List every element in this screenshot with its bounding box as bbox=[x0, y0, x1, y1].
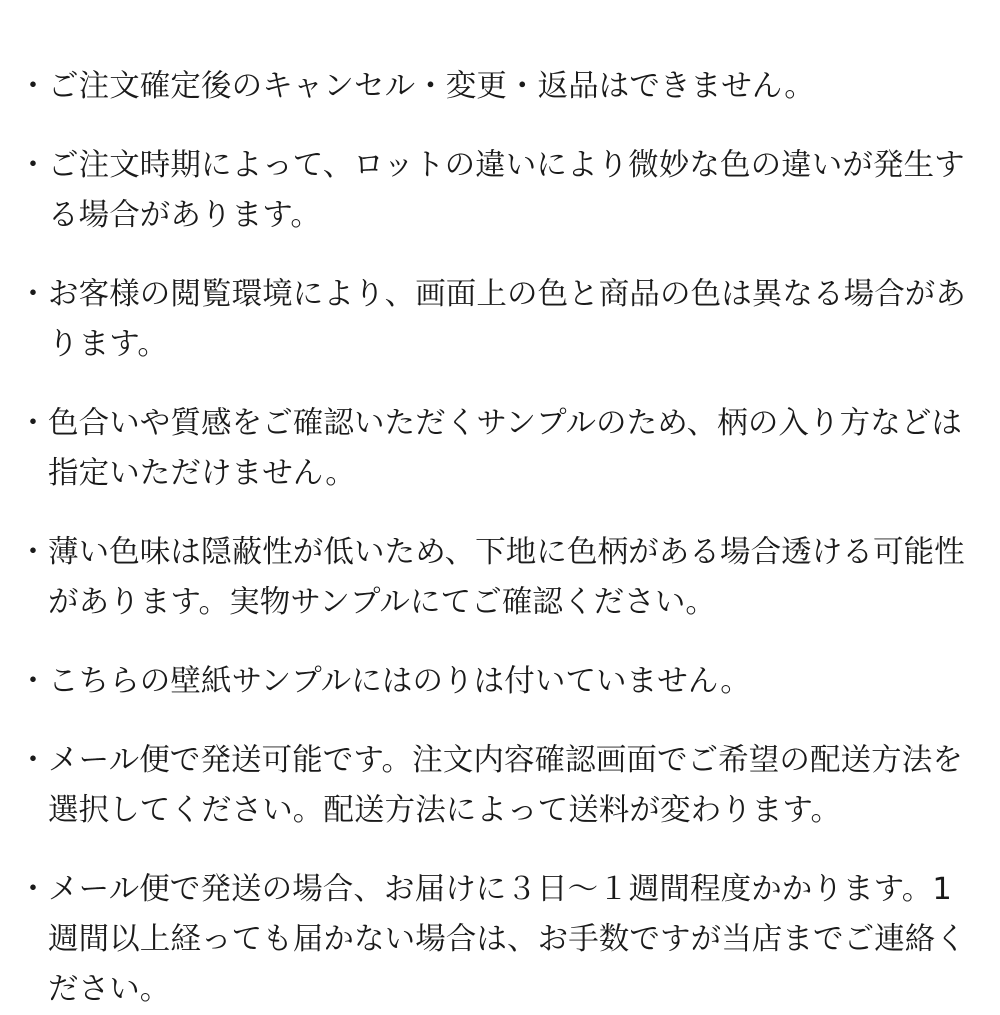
bullet-marker: ・ bbox=[18, 277, 48, 312]
list-item bbox=[18, 865, 972, 1015]
list-item bbox=[18, 657, 972, 707]
notice-text: 色合いや質感をご確認いただくサンプルのため、柄の入り方などは指定いただけません。 bbox=[48, 406, 963, 491]
list-item bbox=[18, 528, 972, 628]
bullet-marker: ・ bbox=[18, 69, 48, 104]
notice-text: ご注文確定後のキャンセル・変更・返品はできません。 bbox=[48, 69, 815, 104]
notice-text: こちらの壁紙サンプルにはのりは付いていません。 bbox=[48, 664, 751, 699]
list-item bbox=[18, 62, 972, 112]
list-item bbox=[18, 141, 972, 241]
notice-text: メール便で発送の場合、お届けに３日〜１週間程度かかります。1週間以上経っても届かない場合は、お手数ですが当店までご連絡ください。 bbox=[48, 872, 966, 1007]
bullet-marker: ・ bbox=[18, 664, 48, 699]
bullet-marker: ・ bbox=[18, 872, 48, 907]
notice-list bbox=[18, 62, 972, 1015]
bullet-marker: ・ bbox=[18, 743, 48, 778]
notice-text: ご注文時期によって、ロットの違いにより微妙な色の違いが発生する場合があります。 bbox=[48, 148, 965, 233]
bullet-marker: ・ bbox=[18, 148, 48, 183]
notice-text: 薄い色味は隠蔽性が低いため、下地に色柄がある場合透ける可能性があります。実物サンプルにてご確認ください。 bbox=[48, 535, 965, 620]
bullet-marker: ・ bbox=[18, 406, 48, 441]
list-item bbox=[18, 270, 972, 370]
notice-text: メール便で発送可能です。注文内容確認画面でご希望の配送方法を選択してください。配送方法によって送料が変わります。 bbox=[48, 743, 963, 828]
bullet-marker: ・ bbox=[18, 535, 48, 570]
list-item bbox=[18, 399, 972, 499]
list-item bbox=[18, 736, 972, 836]
notice-text: お客様の閲覧環境により、画面上の色と商品の色は異なる場合があります。 bbox=[48, 277, 966, 362]
